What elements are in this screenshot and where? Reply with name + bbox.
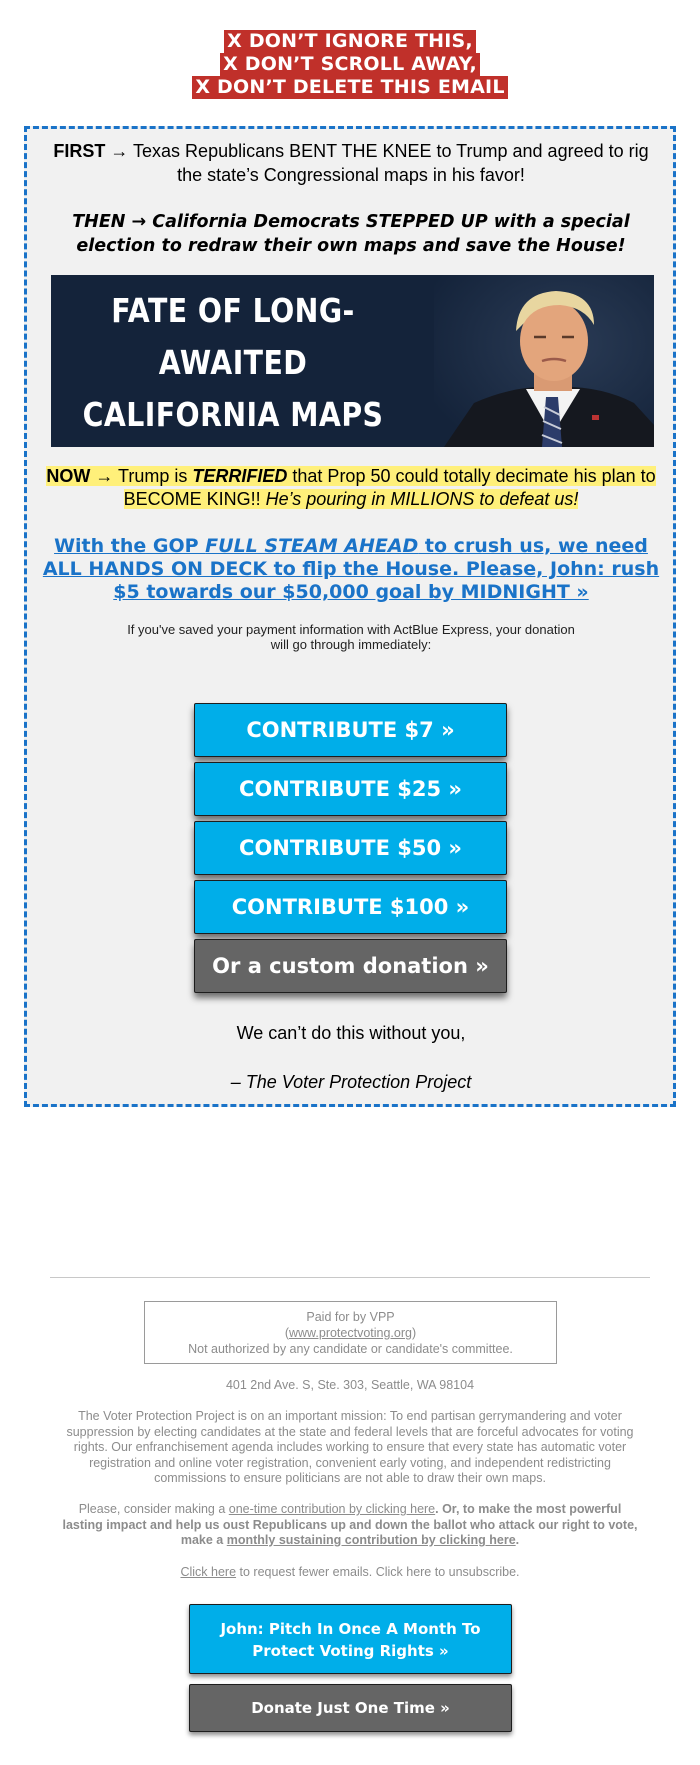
banner-headline: [61, 285, 405, 447]
paid-for-box: [144, 1301, 557, 1364]
first-label: FIRST: [53, 141, 106, 161]
now-text-b: that Prop 50 could totally decimate his plan to BECOME KING!!: [123, 466, 656, 509]
please-text-a: Please, consider making a: [78, 1502, 229, 1516]
url-close-paren: ): [411, 1326, 417, 1340]
alert-headline: [0, 30, 700, 99]
one-time-donation-button[interactable]: Donate Just One Time »: [189, 1684, 512, 1732]
headline-line-3: X DON’T DELETE THIS EMAIL: [192, 76, 507, 99]
website-link[interactable]: www.protectvoting.org: [289, 1326, 412, 1340]
closing-line: We can’t do this without you,: [236, 1023, 466, 1043]
not-authorized-text: Not authorized by any candidate or candidate's committee.: [188, 1342, 513, 1356]
headline-line-1: X DON’T IGNORE THIS,: [224, 30, 476, 53]
now-paragraph: [37, 465, 665, 511]
now-label: NOW: [46, 466, 91, 486]
intro-then-paragraph: THEN → California Democrats STEPPED UP with a special election to redraw their own maps and save the House!: [72, 212, 630, 256]
donation-appeal-link[interactable]: [37, 535, 665, 604]
contribute-100-button[interactable]: CONTRIBUTE $100 »: [194, 880, 507, 934]
appeal-italic: FULL STEAM AHEAD: [205, 535, 419, 557]
footer-divider: [50, 1277, 650, 1278]
custom-donation-button[interactable]: Or a custom donation »: [194, 939, 507, 993]
unsubscribe-text: to request fewer emails. Click here to unsubscribe.: [236, 1565, 520, 1579]
intro-first-paragraph: [41, 139, 661, 187]
signature: – The Voter Protection Project: [230, 1072, 472, 1092]
contribute-50-button[interactable]: CONTRIBUTE $50 »: [194, 821, 507, 875]
appeal-text-b: to crush us, we need ALL HANDS ON DECK to flip the House. Please, John: rush $5 towards our $50,000 goal by MIDNIGHT »: [42, 535, 660, 603]
headline-line-2: X DON’T SCROLL AWAY,: [220, 53, 480, 76]
actblue-express-note: If you've saved your payment information with ActBlue Express, your donation will go through immediately:: [127, 622, 575, 652]
email-body-box: [24, 126, 676, 1107]
appeal-text-a: With the GOP: [54, 535, 206, 557]
url-open-paren: (: [284, 1326, 289, 1340]
first-text: → Texas Republicans BENT THE KNEE to Trump and agreed to rig the state’s Congressional maps in his favor!: [105, 141, 649, 185]
please-text-c: .: [515, 1533, 520, 1547]
fewer-emails-link[interactable]: Click here: [180, 1565, 237, 1579]
news-banner-image[interactable]: [51, 275, 654, 447]
banner-line-1: FATE OF LONG-AWAITED: [111, 291, 355, 382]
paid-url-line: [145, 1325, 556, 1341]
monthly-contribution-link[interactable]: monthly sustaining contribution by clicking here: [226, 1533, 516, 1547]
one-time-contribution-link[interactable]: one-time contribution by clicking here: [228, 1502, 436, 1516]
please-text-b: . Or, to make the most powerful lasting impact and help us oust Republicans up and down the ballot who attack our right to vote, make a: [62, 1502, 638, 1547]
monthly-donation-button[interactable]: John: Pitch In Once A Month To Protect Voting Rights »: [189, 1604, 512, 1674]
contribute-25-button[interactable]: CONTRIBUTE $25 »: [194, 762, 507, 816]
contribute-7-button[interactable]: CONTRIBUTE $7 »: [194, 703, 507, 757]
paid-by-text: Paid for by VPP: [306, 1310, 395, 1324]
contribution-options-text: [58, 1502, 642, 1549]
unsubscribe-line: [50, 1565, 650, 1579]
mission-statement: The Voter Protection Project is on an important mission: To end partisan gerrymandering and voter suppression by electing candidates at the state and federal levels that are forceful advocates for voting rights. Our enfranchisement agenda includes working to ensure that every state has automatic voter registration and online voter registration, convenient early voting, and independent redistricting commissions to ensure politicians are not able to draw their own maps.: [66, 1409, 634, 1485]
portrait-photo: [434, 275, 654, 447]
mailing-address: 401 2nd Ave. S, Ste. 303, Seattle, WA 98104: [225, 1378, 475, 1392]
banner-line-2: CALIFORNIA MAPS: [82, 395, 384, 434]
terrified-text: TERRIFIED: [192, 466, 288, 486]
now-text-a: → Trump is: [90, 466, 193, 486]
now-italic-text: He’s pouring in MILLIONS to defeat us!: [265, 489, 579, 509]
now-highlight: [46, 466, 655, 509]
